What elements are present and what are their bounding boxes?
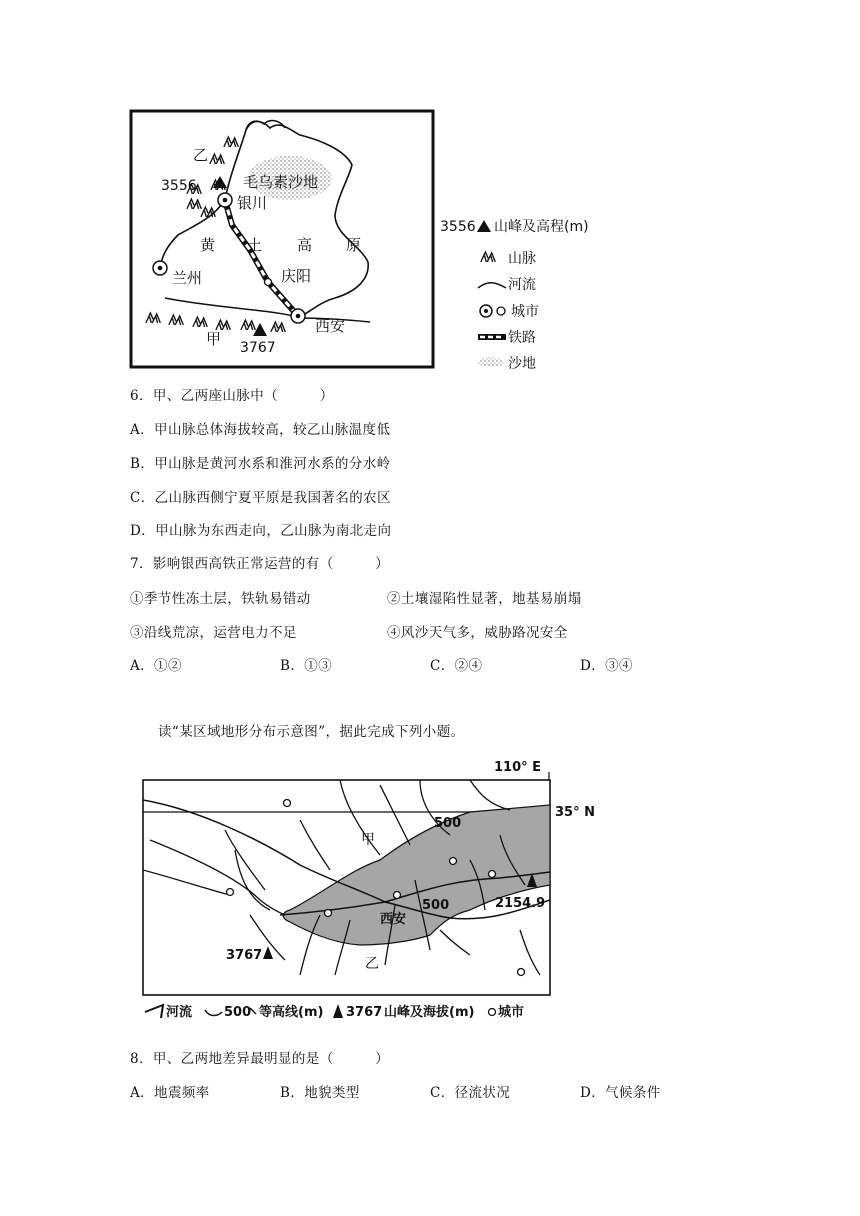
- label-yi: 乙: [365, 956, 379, 972]
- q7-statement-4: ④风沙天气多，威胁路况安全: [387, 625, 568, 641]
- q8-stem: 8．甲、乙两地差异最明显的是（ ）: [130, 1051, 390, 1067]
- legend-contour-icon: [205, 1010, 222, 1016]
- legend-river: 河流: [166, 1005, 193, 1020]
- q8-option-a[interactable]: A．地震频率: [130, 1085, 210, 1101]
- q8-option-b[interactable]: B．地貌类型: [280, 1085, 360, 1101]
- legend-river-icon: [145, 1005, 163, 1018]
- legend-city: 城市: [498, 1005, 525, 1020]
- legend-peak-icon: [477, 220, 491, 232]
- map2-legend: [145, 1004, 524, 1020]
- q7-option-c[interactable]: C．②④: [430, 658, 483, 674]
- contour-500-label-a: 500: [434, 816, 462, 831]
- legend-peak-value: 3767: [346, 1005, 383, 1020]
- legend-peak: 山峰及海拔(m): [384, 1005, 475, 1020]
- label-yi: 乙: [193, 146, 209, 164]
- peak-2154-label: 2154.9: [495, 896, 546, 911]
- legend-peak-value: 3556: [440, 219, 476, 235]
- lat-label: 35° N: [555, 805, 595, 820]
- section-intro: 读“某区域地形分布示意图”，据此完成下列小题。: [158, 724, 465, 740]
- city-icon: [394, 892, 401, 899]
- q6-option-c[interactable]: C．乙山脉西侧宁夏平原是我国著名的农区: [130, 490, 391, 506]
- city-icon: [325, 910, 332, 917]
- town-qingyang-icon: [265, 279, 272, 286]
- legend-contour: 等高线(m): [259, 1005, 324, 1020]
- legend-mountain-icon: [481, 252, 495, 262]
- q6-option-d[interactable]: D．甲山脉为东西走向，乙山脉为南北走向: [130, 523, 392, 539]
- contour-500-label-b: 500: [422, 898, 450, 913]
- yinchuan-label: 银川: [237, 194, 268, 212]
- desert-label: 毛乌素沙地: [243, 173, 319, 191]
- city-icon: [518, 969, 525, 976]
- q7-stem: 7．影响银西高铁正常运营的有（ ）: [130, 556, 390, 572]
- lanzhou-label: 兰州: [172, 269, 203, 287]
- legend-railway: 铁路: [508, 330, 536, 346]
- q7-statement-2: ②土壤湿陷性显著，地基易崩塌: [387, 591, 582, 607]
- legend-city: 城市: [511, 304, 539, 320]
- peak-3767-label: 3767: [226, 948, 263, 963]
- xian-label: 西安: [315, 317, 346, 335]
- lon-label: 110° E: [494, 760, 542, 775]
- legend-peak-icon: [333, 1004, 343, 1018]
- q7-option-a[interactable]: A．①②: [130, 658, 182, 674]
- city-icon: [227, 889, 234, 896]
- legend-contour-value: 500: [224, 1005, 252, 1020]
- city-icon: [489, 871, 496, 878]
- legend-river: 河流: [508, 277, 536, 293]
- map1-legend: [440, 218, 589, 372]
- q6-stem: 6．甲、乙两座山脉中（ ）: [130, 388, 334, 404]
- city-icon: [284, 800, 291, 807]
- q6-option-a[interactable]: A．甲山脉总体海拔较高，较乙山脉温度低: [130, 422, 391, 438]
- peak-3556-label: 3556: [161, 178, 197, 194]
- q8-option-d[interactable]: D．气候条件: [580, 1085, 661, 1101]
- label-jia: 甲: [361, 832, 375, 848]
- legend-sand-icon: [478, 357, 504, 367]
- q7-option-d[interactable]: D．③④: [580, 658, 633, 674]
- city-lanzhou-icon: [153, 261, 167, 275]
- legend-city-icon: [489, 1009, 496, 1016]
- plateau-char-3: 高: [297, 236, 313, 254]
- q7-statement-1: ①季节性冻土层，铁轨易错动: [130, 591, 311, 607]
- label-jia: 甲: [206, 330, 222, 348]
- plateau-char-4: 原: [346, 236, 362, 254]
- plateau-char-1: 黄: [200, 236, 216, 254]
- q6-option-b[interactable]: B．甲山脉是黄河水系和淮河水系的分水岭: [130, 456, 391, 472]
- legend-city-icon: [480, 305, 505, 317]
- q8-option-c[interactable]: C．径流状况: [430, 1085, 511, 1101]
- xian-label: 西安: [380, 912, 407, 927]
- map-loess-plateau: [0, 0, 860, 380]
- qingyang-label: 庆阳: [281, 267, 312, 285]
- legend-river-icon: [478, 283, 506, 288]
- q7-option-b[interactable]: B．①③: [280, 658, 333, 674]
- q7-statement-3: ③沿线荒凉，运营电力不足: [130, 625, 297, 641]
- legend-sand: 沙地: [508, 356, 536, 372]
- map-terrain-distribution: [0, 750, 860, 1050]
- plateau-char-2: 土: [247, 236, 263, 254]
- city-yinchuan-icon: [218, 193, 232, 207]
- legend-mountain: 山脉: [508, 251, 536, 267]
- city-icon: [450, 858, 457, 865]
- legend-peak-label: 山峰及高程(m): [494, 219, 589, 235]
- city-xian-icon: [291, 309, 305, 323]
- peak-3767-label: 3767: [240, 340, 276, 356]
